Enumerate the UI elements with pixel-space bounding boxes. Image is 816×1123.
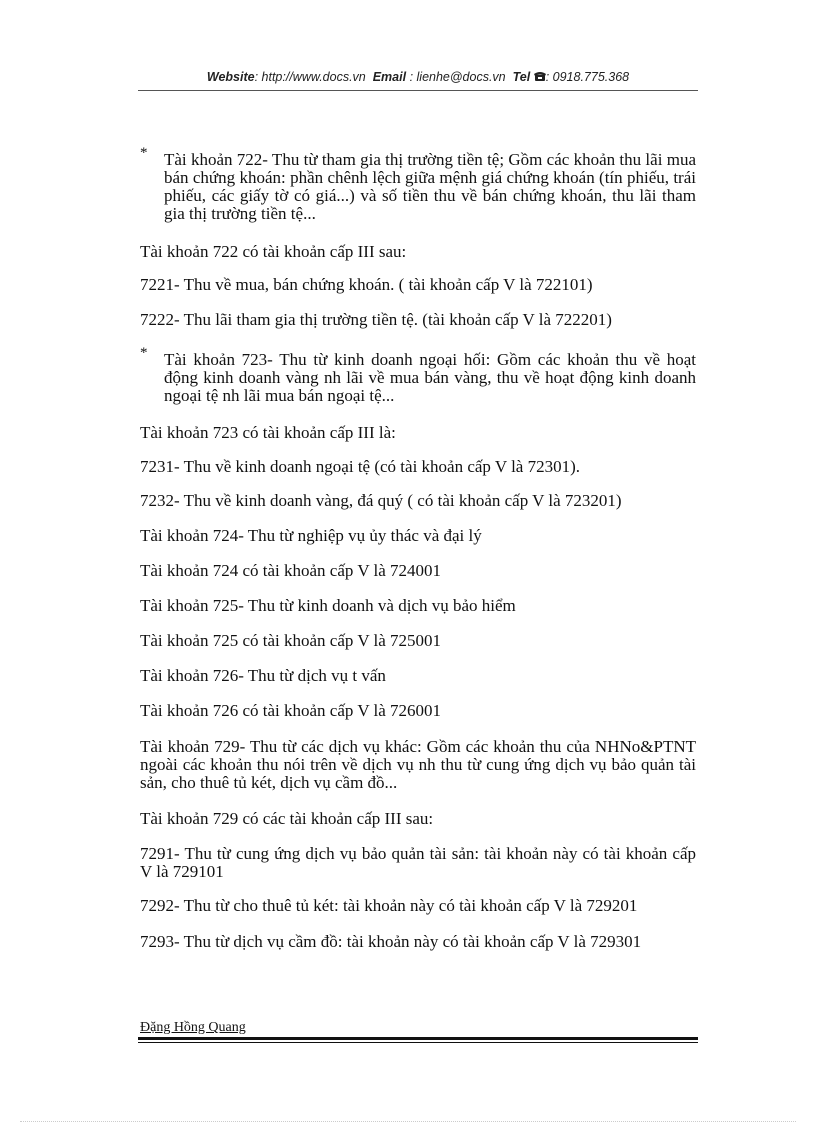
footer-divider-thin [138, 1042, 698, 1043]
paragraph-723-sub: Tài khoản 723 có tài khoản cấp III là: [140, 423, 396, 442]
paragraph-724: Tài khoản 724- Thu từ nghiệp vụ ủy thác và đại lý [140, 526, 482, 545]
paragraph-7232: 7232- Thu về kinh doanh vàng, đá quý ( có tài khoản cấp V là 723201) [140, 491, 622, 510]
footer-divider-thick [138, 1037, 698, 1040]
email-label: Email [372, 70, 407, 84]
website-label: Website [206, 70, 255, 84]
bullet-mark: * [140, 145, 148, 161]
email-value: : lienhe@docs.vn [409, 70, 506, 84]
paragraph-725-sub: Tài khoản 725 có tài khoản cấp V là 725001 [140, 631, 442, 650]
paragraph-7291: 7291- Thu từ cung ứng dịch vụ bảo quản tài sản: tài khoản này có tài khoản cấp V là 729101 [140, 844, 696, 881]
paragraph-7293: 7293- Thu từ dịch vụ cầm đồ: tài khoản này có tài khoản cấp V là 729301 [140, 932, 642, 951]
phone-icon [534, 71, 546, 85]
website-value: : http://www.docs.vn [254, 70, 366, 84]
paragraph-726: Tài khoản 726- Thu từ dịch vụ t vấn [140, 666, 386, 685]
tel-value: : 0918.775.368 [545, 70, 630, 84]
page-edge [20, 1121, 796, 1122]
paragraph-722: Tài khoản 722- Thu từ tham gia thị trường tiền tệ; Gồm các khoản thu lãi mua bán chứng khoán: phần chênh lệch giữa mệnh giá chứng khoán (tín phiếu, trái phiếu, các giấy tờ có giá...) và số tiền thu về bán chứng khoán, thu lãi tham gia thị trường tiền tệ... [164, 150, 696, 223]
header-divider [138, 90, 698, 91]
footer-author: Đặng Hồng Quang [140, 1020, 246, 1035]
paragraph-723: Tài khoản 723- Thu từ kinh doanh ngoại hối: Gồm các khoản thu về hoạt động kinh doanh vàng nh lãi về mua bán vàng, thu về hoạt động kinh doanh ngoại tệ nh lãi mua bán ngoại tệ... [164, 350, 696, 405]
paragraph-7222: 7222- Thu lãi tham gia thị trường tiền tệ. (tài khoản cấp V là 722201) [140, 310, 612, 329]
paragraph-729: Tài khoản 729- Thu từ các dịch vụ khác: Gồm các khoản thu của NHNo&PTNT ngoài các khoản thu nói trên về dịch vụ nh thu từ cung ứng dịch vụ bảo quản tài sản, cho thuê tủ két, dịch vụ cầm đồ... [140, 737, 696, 792]
paragraph-722-sub: Tài khoản 722 có tài khoản cấp III sau: [140, 242, 407, 261]
paragraph-7231: 7231- Thu về kinh doanh ngoại tệ (có tài khoản cấp V là 72301). [140, 457, 581, 476]
paragraph-725: Tài khoản 725- Thu từ kinh doanh và dịch vụ bảo hiểm [140, 596, 516, 615]
bullet-mark: * [140, 345, 148, 361]
paragraph-729-sub: Tài khoản 729 có các tài khoản cấp III sau: [140, 809, 434, 828]
page-header [138, 70, 698, 85]
paragraph-724-sub: Tài khoản 724 có tài khoản cấp V là 724001 [140, 561, 442, 580]
paragraph-726-sub: Tài khoản 726 có tài khoản cấp V là 726001 [140, 701, 442, 720]
tel-label: Tel [512, 70, 531, 84]
paragraph-7292: 7292- Thu từ cho thuê tủ két: tài khoản này có tài khoản cấp V là 729201 [140, 896, 638, 915]
paragraph-7221: 7221- Thu về mua, bán chứng khoán. ( tài khoản cấp V là 722101) [140, 275, 593, 294]
